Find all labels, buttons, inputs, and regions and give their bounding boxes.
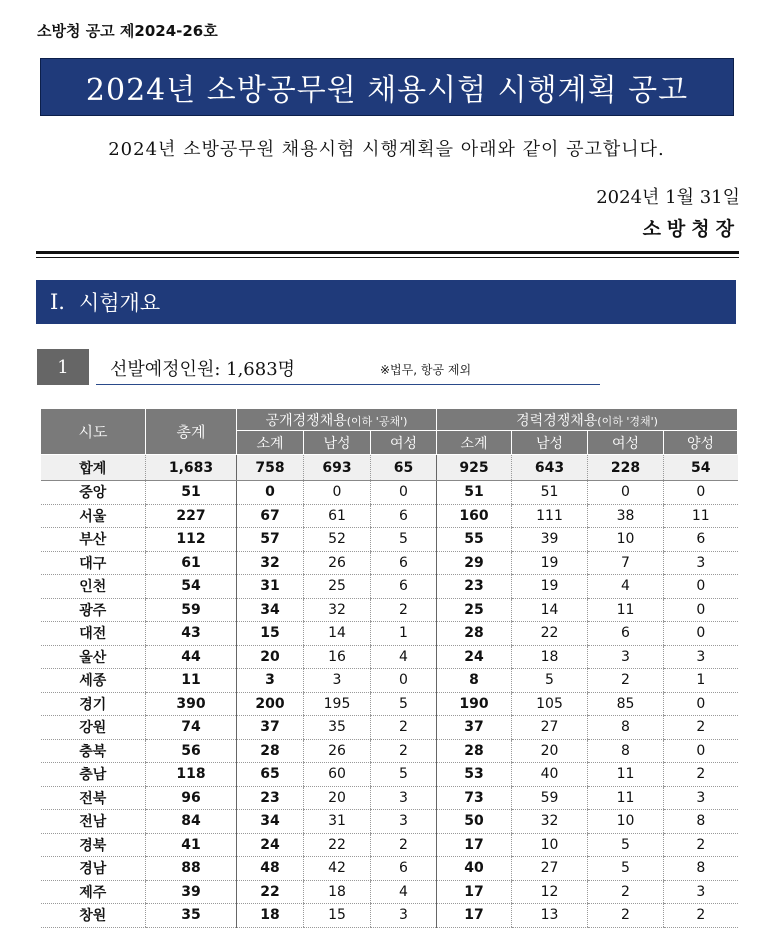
cell-total: 59 bbox=[146, 598, 237, 622]
cell-open-female: 5 bbox=[371, 692, 437, 716]
cell-open-male: 16 bbox=[304, 645, 371, 669]
cell-career-both: 8 bbox=[664, 857, 738, 881]
cell-career-male: 18 bbox=[512, 645, 588, 669]
table-row bbox=[41, 904, 738, 928]
cell-total: 112 bbox=[146, 528, 237, 552]
cell-open-male: 26 bbox=[304, 551, 371, 575]
cell-career-female: 2 bbox=[588, 880, 664, 904]
header-open-group-abbr: (이하 '공채') bbox=[346, 414, 408, 428]
cell-career-both: 2 bbox=[664, 716, 738, 740]
cell-region: 중앙 bbox=[41, 481, 146, 505]
cell-career-female: 5 bbox=[588, 833, 664, 857]
cell-career-subtotal: 190 bbox=[437, 692, 512, 716]
cell-open-subtotal: 0 bbox=[237, 481, 304, 505]
cell-career-male: 105 bbox=[512, 692, 588, 716]
cell-career-both: 6 bbox=[664, 528, 738, 552]
cell-open-female: 3 bbox=[371, 904, 437, 928]
cell-open-female: 5 bbox=[371, 528, 437, 552]
cell-career-female: 3 bbox=[588, 645, 664, 669]
cell-career-female: 10 bbox=[588, 810, 664, 834]
cell-region: 광주 bbox=[41, 598, 146, 622]
cell-career-male: 12 bbox=[512, 880, 588, 904]
cell-open-female: 4 bbox=[371, 645, 437, 669]
cell-region: 창원 bbox=[41, 904, 146, 928]
cell-career-female: 10 bbox=[588, 528, 664, 552]
cell-open-male: 20 bbox=[304, 786, 371, 810]
cell-career-both: 3 bbox=[664, 786, 738, 810]
table-row bbox=[41, 575, 738, 599]
cell-region: 전북 bbox=[41, 786, 146, 810]
cell-career-male: 40 bbox=[512, 763, 588, 787]
cell-total: 84 bbox=[146, 810, 237, 834]
cell-career-both: 3 bbox=[664, 880, 738, 904]
cell-region: 합계 bbox=[41, 455, 146, 481]
cell-career-male: 19 bbox=[512, 551, 588, 575]
table-row bbox=[41, 504, 738, 528]
cell-career-female: 5 bbox=[588, 857, 664, 881]
cell-open-male: 0 bbox=[304, 481, 371, 505]
cell-open-male: 18 bbox=[304, 880, 371, 904]
cell-region: 충남 bbox=[41, 763, 146, 787]
subsection-number: 1 bbox=[37, 349, 89, 385]
table-row bbox=[41, 622, 738, 646]
header-open-male: 남성 bbox=[304, 431, 371, 455]
cell-total: 43 bbox=[146, 622, 237, 646]
cell-open-subtotal: 15 bbox=[237, 622, 304, 646]
cell-career-subtotal: 51 bbox=[437, 481, 512, 505]
cell-region: 경북 bbox=[41, 833, 146, 857]
cell-open-female: 2 bbox=[371, 833, 437, 857]
cell-career-male: 51 bbox=[512, 481, 588, 505]
cell-career-subtotal: 17 bbox=[437, 833, 512, 857]
cell-career-subtotal: 37 bbox=[437, 716, 512, 740]
cell-career-male: 14 bbox=[512, 598, 588, 622]
cell-career-female: 11 bbox=[588, 598, 664, 622]
notice-date: 2024년 1월 31일 bbox=[596, 187, 740, 208]
divider-thick bbox=[36, 251, 739, 254]
cell-open-female: 0 bbox=[371, 669, 437, 693]
cell-total: 74 bbox=[146, 716, 237, 740]
table-row bbox=[41, 481, 738, 505]
cell-open-subtotal: 65 bbox=[237, 763, 304, 787]
cell-career-female: 85 bbox=[588, 692, 664, 716]
cell-open-female: 6 bbox=[371, 504, 437, 528]
header-open-subtotal: 소계 bbox=[237, 431, 304, 455]
table-body bbox=[41, 455, 738, 928]
cell-career-female: 228 bbox=[588, 455, 664, 481]
table-row bbox=[41, 833, 738, 857]
cell-total: 61 bbox=[146, 551, 237, 575]
cell-career-female: 11 bbox=[588, 763, 664, 787]
cell-career-male: 59 bbox=[512, 786, 588, 810]
cell-open-subtotal: 22 bbox=[237, 880, 304, 904]
cell-total: 41 bbox=[146, 833, 237, 857]
cell-career-subtotal: 23 bbox=[437, 575, 512, 599]
cell-open-male: 693 bbox=[304, 455, 371, 481]
cell-open-male: 60 bbox=[304, 763, 371, 787]
cell-region: 세종 bbox=[41, 669, 146, 693]
cell-career-both: 54 bbox=[664, 455, 738, 481]
cell-open-male: 61 bbox=[304, 504, 371, 528]
cell-open-male: 25 bbox=[304, 575, 371, 599]
cell-career-both: 3 bbox=[664, 551, 738, 575]
header-career-group-label: 경력경쟁채용 bbox=[516, 412, 598, 429]
cell-open-subtotal: 57 bbox=[237, 528, 304, 552]
table-row bbox=[41, 786, 738, 810]
cell-career-subtotal: 925 bbox=[437, 455, 512, 481]
header-career-male: 남성 bbox=[512, 431, 588, 455]
table-row bbox=[41, 551, 738, 575]
table-row bbox=[41, 692, 738, 716]
table-row bbox=[41, 669, 738, 693]
cell-career-both: 0 bbox=[664, 575, 738, 599]
cell-career-both: 11 bbox=[664, 504, 738, 528]
cell-open-female: 3 bbox=[371, 810, 437, 834]
divider-thin bbox=[36, 257, 739, 258]
cell-open-male: 15 bbox=[304, 904, 371, 928]
cell-open-subtotal: 34 bbox=[237, 598, 304, 622]
subsection-note: ※법무, 항공 제외 bbox=[380, 363, 472, 377]
cell-career-female: 0 bbox=[588, 481, 664, 505]
cell-open-male: 3 bbox=[304, 669, 371, 693]
cell-open-male: 14 bbox=[304, 622, 371, 646]
cell-career-male: 32 bbox=[512, 810, 588, 834]
cell-career-male: 5 bbox=[512, 669, 588, 693]
cell-region: 제주 bbox=[41, 880, 146, 904]
table-row bbox=[41, 763, 738, 787]
cell-open-female: 6 bbox=[371, 551, 437, 575]
header-career-group bbox=[437, 409, 738, 431]
cell-career-subtotal: 8 bbox=[437, 669, 512, 693]
cell-career-subtotal: 160 bbox=[437, 504, 512, 528]
cell-open-female: 5 bbox=[371, 763, 437, 787]
table-row bbox=[41, 645, 738, 669]
section-title: 시험개요 bbox=[78, 291, 161, 315]
cell-total: 51 bbox=[146, 481, 237, 505]
cell-career-subtotal: 17 bbox=[437, 904, 512, 928]
cell-career-female: 8 bbox=[588, 739, 664, 763]
cell-total: 1,683 bbox=[146, 455, 237, 481]
cell-open-subtotal: 48 bbox=[237, 857, 304, 881]
cell-region: 서울 bbox=[41, 504, 146, 528]
cell-total: 118 bbox=[146, 763, 237, 787]
cell-career-both: 2 bbox=[664, 833, 738, 857]
cell-open-subtotal: 758 bbox=[237, 455, 304, 481]
cell-career-subtotal: 28 bbox=[437, 739, 512, 763]
cell-career-both: 2 bbox=[664, 904, 738, 928]
cell-career-subtotal: 17 bbox=[437, 880, 512, 904]
header-open-female: 여성 bbox=[371, 431, 437, 455]
cell-region: 인천 bbox=[41, 575, 146, 599]
cell-career-male: 643 bbox=[512, 455, 588, 481]
cell-career-subtotal: 29 bbox=[437, 551, 512, 575]
cell-total: 35 bbox=[146, 904, 237, 928]
table-row bbox=[41, 598, 738, 622]
cell-total: 54 bbox=[146, 575, 237, 599]
cell-open-subtotal: 31 bbox=[237, 575, 304, 599]
cell-career-both: 1 bbox=[664, 669, 738, 693]
header-career-female: 여성 bbox=[588, 431, 664, 455]
cell-open-female: 0 bbox=[371, 481, 437, 505]
cell-career-female: 6 bbox=[588, 622, 664, 646]
cell-career-male: 39 bbox=[512, 528, 588, 552]
cell-career-both: 0 bbox=[664, 692, 738, 716]
table-row bbox=[41, 739, 738, 763]
issuer: 소방청장 bbox=[642, 218, 740, 240]
header-career-both: 양성 bbox=[664, 431, 738, 455]
subsection-title: 선발예정인원: 1,683명 bbox=[110, 359, 296, 380]
recruitment-table bbox=[40, 408, 738, 928]
cell-region: 울산 bbox=[41, 645, 146, 669]
table-row bbox=[41, 528, 738, 552]
cell-career-subtotal: 25 bbox=[437, 598, 512, 622]
cell-open-subtotal: 28 bbox=[237, 739, 304, 763]
cell-career-female: 2 bbox=[588, 904, 664, 928]
cell-region: 전남 bbox=[41, 810, 146, 834]
subsection-underline bbox=[96, 384, 600, 385]
cell-region: 경기 bbox=[41, 692, 146, 716]
cell-open-male: 52 bbox=[304, 528, 371, 552]
table-row bbox=[41, 810, 738, 834]
header-career-group-abbr: (이하 '경채') bbox=[597, 414, 658, 428]
cell-total: 39 bbox=[146, 880, 237, 904]
cell-career-both: 0 bbox=[664, 622, 738, 646]
section-header bbox=[36, 280, 736, 324]
cell-open-male: 32 bbox=[304, 598, 371, 622]
document-title: 2024년 소방공무원 채용시험 시행계획 공고 bbox=[40, 58, 734, 116]
cell-career-subtotal: 55 bbox=[437, 528, 512, 552]
cell-career-subtotal: 24 bbox=[437, 645, 512, 669]
cell-career-male: 27 bbox=[512, 716, 588, 740]
cell-career-male: 22 bbox=[512, 622, 588, 646]
cell-open-subtotal: 24 bbox=[237, 833, 304, 857]
cell-open-subtotal: 18 bbox=[237, 904, 304, 928]
cell-region: 경남 bbox=[41, 857, 146, 881]
cell-open-female: 6 bbox=[371, 575, 437, 599]
notice-number: 소방청 공고 제2024-26호 bbox=[37, 22, 218, 40]
cell-open-subtotal: 200 bbox=[237, 692, 304, 716]
cell-career-male: 19 bbox=[512, 575, 588, 599]
cell-open-female: 2 bbox=[371, 598, 437, 622]
cell-region: 부산 bbox=[41, 528, 146, 552]
cell-open-female: 2 bbox=[371, 739, 437, 763]
cell-open-male: 26 bbox=[304, 739, 371, 763]
intro-text: 2024년 소방공무원 채용시험 시행계획을 아래와 같이 공고합니다. bbox=[108, 139, 665, 160]
cell-total: 227 bbox=[146, 504, 237, 528]
cell-career-subtotal: 73 bbox=[437, 786, 512, 810]
cell-career-male: 20 bbox=[512, 739, 588, 763]
cell-career-female: 2 bbox=[588, 669, 664, 693]
cell-career-female: 4 bbox=[588, 575, 664, 599]
cell-career-subtotal: 28 bbox=[437, 622, 512, 646]
header-total: 총계 bbox=[146, 409, 237, 455]
cell-career-female: 8 bbox=[588, 716, 664, 740]
cell-total: 11 bbox=[146, 669, 237, 693]
cell-career-male: 111 bbox=[512, 504, 588, 528]
table-row bbox=[41, 857, 738, 881]
cell-region: 대구 bbox=[41, 551, 146, 575]
cell-career-male: 10 bbox=[512, 833, 588, 857]
cell-open-subtotal: 37 bbox=[237, 716, 304, 740]
cell-career-female: 38 bbox=[588, 504, 664, 528]
cell-career-subtotal: 50 bbox=[437, 810, 512, 834]
cell-career-subtotal: 53 bbox=[437, 763, 512, 787]
table-row-total bbox=[41, 455, 738, 481]
cell-total: 44 bbox=[146, 645, 237, 669]
cell-open-subtotal: 34 bbox=[237, 810, 304, 834]
cell-total: 390 bbox=[146, 692, 237, 716]
cell-open-subtotal: 3 bbox=[237, 669, 304, 693]
cell-career-both: 0 bbox=[664, 481, 738, 505]
cell-open-subtotal: 67 bbox=[237, 504, 304, 528]
cell-region: 강원 bbox=[41, 716, 146, 740]
cell-open-male: 22 bbox=[304, 833, 371, 857]
cell-career-subtotal: 40 bbox=[437, 857, 512, 881]
cell-total: 88 bbox=[146, 857, 237, 881]
cell-region: 대전 bbox=[41, 622, 146, 646]
cell-open-subtotal: 23 bbox=[237, 786, 304, 810]
cell-career-female: 7 bbox=[588, 551, 664, 575]
cell-career-male: 13 bbox=[512, 904, 588, 928]
cell-open-female: 1 bbox=[371, 622, 437, 646]
header-open-group bbox=[237, 409, 437, 431]
cell-open-female: 65 bbox=[371, 455, 437, 481]
cell-career-both: 0 bbox=[664, 739, 738, 763]
cell-career-female: 11 bbox=[588, 786, 664, 810]
table-row bbox=[41, 716, 738, 740]
header-open-group-label: 공개경쟁채용 bbox=[265, 412, 347, 429]
section-number: Ⅰ. bbox=[50, 290, 65, 314]
cell-career-male: 27 bbox=[512, 857, 588, 881]
cell-total: 96 bbox=[146, 786, 237, 810]
cell-open-female: 2 bbox=[371, 716, 437, 740]
cell-career-both: 3 bbox=[664, 645, 738, 669]
cell-open-female: 4 bbox=[371, 880, 437, 904]
cell-open-male: 35 bbox=[304, 716, 371, 740]
cell-open-male: 42 bbox=[304, 857, 371, 881]
header-career-subtotal: 소계 bbox=[437, 431, 512, 455]
cell-open-subtotal: 20 bbox=[237, 645, 304, 669]
cell-open-male: 31 bbox=[304, 810, 371, 834]
cell-open-female: 6 bbox=[371, 857, 437, 881]
cell-total: 56 bbox=[146, 739, 237, 763]
cell-career-both: 2 bbox=[664, 763, 738, 787]
header-region: 시도 bbox=[41, 409, 146, 455]
cell-career-both: 0 bbox=[664, 598, 738, 622]
table-row bbox=[41, 880, 738, 904]
cell-open-female: 3 bbox=[371, 786, 437, 810]
cell-open-male: 195 bbox=[304, 692, 371, 716]
cell-region: 충북 bbox=[41, 739, 146, 763]
cell-open-subtotal: 32 bbox=[237, 551, 304, 575]
cell-career-both: 8 bbox=[664, 810, 738, 834]
